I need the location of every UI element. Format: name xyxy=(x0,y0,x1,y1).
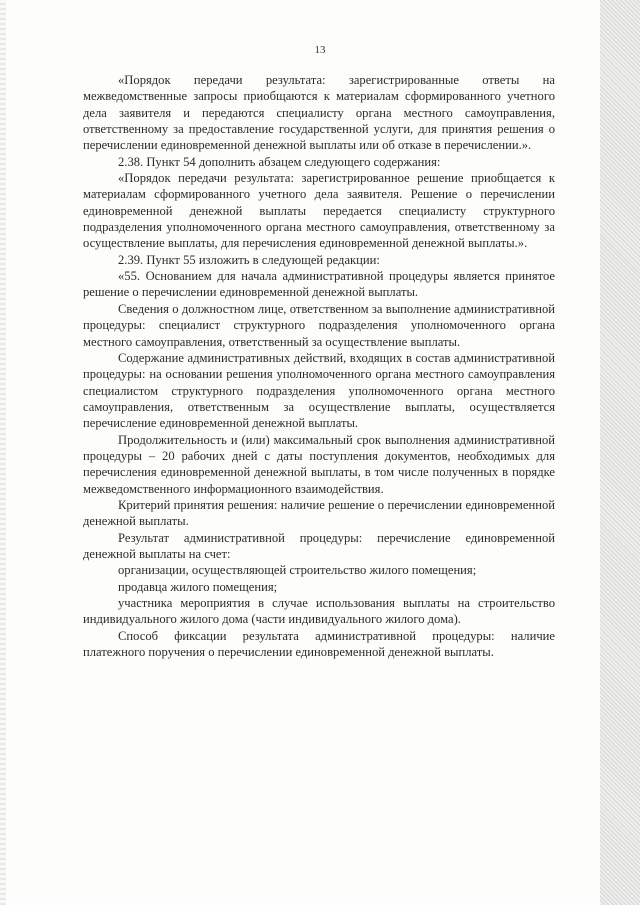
paragraph: «Порядок передачи результата: зарегистрированное решение приобщается к материалам сформированного учетного дела заявителя. Решение о перечислении единовременной денежной выплаты передается специалисту структурного подразделения уполномоченного органа местного самоуправления, ответственному за осуществление выплаты, для перечисления единовременной денежной выплаты.». xyxy=(83,171,555,251)
paragraph: Критерий принятия решения: наличие решение о перечислении единовременной денежной выплаты. xyxy=(83,497,555,529)
list-item: участника мероприятия в случае использования выплаты на строительство индивидуального жилого дома (части индивидуального жилого дома). xyxy=(83,596,555,627)
paragraph: «Порядок передачи результата: зарегистрированные ответы на межведомственные запросы приобщаются к материалам сформированного учетного дела заявителя и передаются специалисту органа местного самоуправления, ответственному за предоставление государственной услуги, для принятия решения о перечислении единовременной денежной выплаты или об отказе в перечислении.». xyxy=(83,73,555,153)
paragraph: Результат административной процедуры: перечисление единовременной денежной выплаты на счет: xyxy=(83,530,555,561)
scan-edge-right xyxy=(600,0,640,905)
paragraph: Продолжительность и (или) максимальный срок выполнения административной процедуры – 20 рабочих дней с даты поступления документов, необходимых для перечисления единовременной денежной выплаты, в том числе полученных в порядке межведомственного информационного взаимодействия. xyxy=(83,432,555,496)
page-number: 13 xyxy=(314,44,326,56)
paragraph: 2.39. Пункт 55 изложить в следующей редакции: xyxy=(118,252,380,267)
document-body xyxy=(83,72,555,660)
paragraph: 2.38. Пункт 54 дополнить абзацем следующего содержания: xyxy=(118,154,441,169)
list-item: организации, осуществляющей строительство жилого помещения; xyxy=(118,563,477,578)
scan-edge-left xyxy=(0,0,6,905)
paragraph: «55. Основанием для начала административной процедуры является принятое решение о перечислении единовременной денежной выплаты. xyxy=(83,269,555,300)
paragraph: Способ фиксации результата административной процедуры: наличие платежного поручения о перечислении единовременной денежной выплаты. xyxy=(83,628,555,660)
paragraph: Содержание административных действий, входящих в состав административной процедуры: на основании решения уполномоченного органа местного самоуправления специалистом структурного подразделения уполномоченного органа местного самоуправления, ответственным за осуществление выплаты, осуществляется перечисление единовременной денежной выплаты. xyxy=(83,350,555,431)
paragraph: Сведения о должностном лице, ответственном за выполнение административной процедуры: специалист структурного подразделения уполномоченного органа местного самоуправления, ответственный за осуществление выплаты. xyxy=(83,301,555,349)
list-item: продавца жилого помещения; xyxy=(118,579,278,594)
